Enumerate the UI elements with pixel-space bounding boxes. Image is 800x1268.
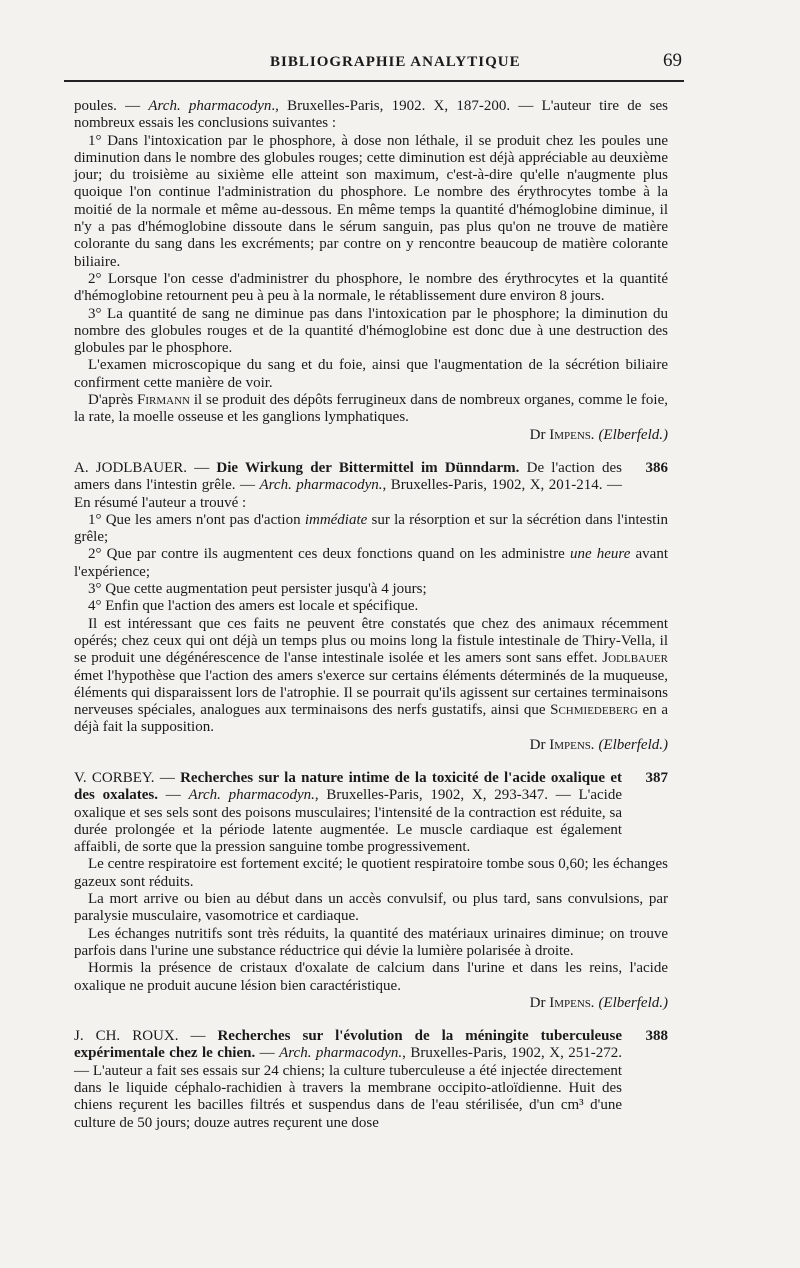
entry-title: Die Wirkung der Bittermittel im Dünndarm. bbox=[216, 459, 520, 476]
reference-text: De l'action des amers dans l'intestin grêle. — bbox=[74, 459, 622, 494]
entry-title: Recherches sur l'évolution de la méningite tuberculeuse expérimentale chez le chien. bbox=[74, 1028, 622, 1062]
entry-heading bbox=[74, 1028, 668, 1132]
text-span: en a déjà fait la supposition. bbox=[74, 702, 668, 736]
signature bbox=[74, 737, 668, 754]
reference-text: — bbox=[255, 1045, 280, 1062]
header-rule bbox=[64, 80, 684, 82]
paragraph: Les échanges nutritifs sont très réduits, la quantité des matériaux urinaires diminue; on trouve parfois dans l'urine une substance réductrice qui dévie la lumière polarisée à droite. bbox=[74, 925, 668, 959]
entry-388 bbox=[74, 1028, 668, 1132]
signature-title: Dr bbox=[529, 736, 550, 753]
author-name: Firmann bbox=[137, 392, 191, 409]
paragraph bbox=[74, 392, 668, 427]
paragraph: Hormis la présence de cristaux d'oxalate de calcium dans l'urine et dans les reins, l'acide oxalique ne produit aucune lésion bien caractéristique. bbox=[74, 960, 668, 994]
reference-text: , Bruxelles-Paris, 1902, X, 201-214. — En résumé l'auteur a trouvé : bbox=[74, 477, 623, 511]
page-header bbox=[70, 46, 682, 80]
entry-heading bbox=[74, 460, 668, 512]
text-span: sur la résorption et sur la sécrétion dans l'intestin grêle; bbox=[74, 511, 669, 546]
text-span: Il est intéressant que ces faits ne peuvent être constatés que chez des animaux récemment opérés; chez ceux qui ont déjà un temps plus ou moins long la fistule intestinale de Thiry-Vella, il se produit une dégénérescence de l'anse intestinale isolée et les amers sont sans effet. bbox=[74, 615, 668, 667]
author-name: Schmiedeberg bbox=[550, 702, 638, 719]
entry-author: V. CORBEY. — bbox=[74, 769, 181, 786]
page-number: 69 bbox=[663, 50, 682, 71]
reference-text: , Bruxelles-Paris, 1902, X, 293-347. — L'acide oxalique et ses sels sont des poisons musculaires; l'intensité de la contraction est réduite, sa durée prolongée et la période latente augmentée. Le muscle cardiaque est également affaibli, de sorte que la pression sanguine tombe progressivement. bbox=[74, 787, 623, 856]
entry-number: 387 bbox=[645, 769, 668, 786]
paragraph: La mort arrive ou bien au début dans un accès convulsif, ou plus tard, sans convulsions, par paralysie musculaire, vasomotrice et cardiaque. bbox=[74, 891, 668, 925]
signature-place: . (Elberfeld.) bbox=[590, 736, 668, 753]
paragraph bbox=[74, 546, 668, 581]
signature bbox=[74, 995, 668, 1012]
lead-text: poules. — bbox=[74, 98, 149, 114]
entry-number: 388 bbox=[645, 1028, 668, 1045]
journal-name: Arch. pharmacodyn. bbox=[279, 1045, 403, 1062]
entry-title: Recherches sur la nature intime de la toxicité de l'acide oxalique et des oxalates. bbox=[74, 769, 622, 804]
paragraph: 1° Dans l'intoxication par le phosphore, à dose non léthale, il se produit chez les poules une diminution dans le nombre des globules rouges; cette diminution est déjà appréciable au deuxième jour; du troisième au sixième elle atteint son maximum, c'est-à-dire qu'elle n'augmente plus quoique l'on continue l'administration du phosphore. Le nombre des érythrocytes tombe à la moitié de la normale et même au-dessous. En même temps la quantité d'hémoglobine diminue, il n'y a pas d'hémoglobine dissoute dans le sérum sanguin, pas plus qu'on ne trouve de matière colorante du sang dans les excréments; par contre on y rencontre beaucoup de matière colorante biliaire. bbox=[74, 132, 668, 270]
emphasis: immédiate bbox=[304, 511, 368, 528]
journal-name: Arch. pharmacodyn. bbox=[188, 787, 315, 804]
entry-heading bbox=[74, 770, 668, 856]
paragraph: 2° Lorsque l'on cesse d'administrer du phosphore, le nombre des érythrocytes et la quantité d'hémoglobine retournent peu à peu à la normale, le rétablissement dure environ 8 jours. bbox=[74, 270, 668, 305]
signature-place: . (Elberfeld.) bbox=[590, 994, 668, 1011]
text-span: il se produit des dépôts ferrugineux dans de nombreux organes, comme le foie, la rate, la moelle osseuse et les ganglions lymphatiques. bbox=[74, 392, 669, 426]
text-span: avant l'expérience; bbox=[74, 546, 668, 580]
signature bbox=[74, 427, 668, 444]
reference-text: — bbox=[158, 787, 189, 804]
journal-name: Arch. pharmacodyn bbox=[148, 98, 272, 114]
continuation-ref bbox=[74, 98, 668, 133]
paragraph: L'examen microscopique du sang et du foie, ainsi que l'augmentation de la sécrétion biliaire confirment cette manière de voir. bbox=[74, 357, 668, 391]
text-span: 2° Que par contre ils augmentent ces deux fonctions quand on les administre bbox=[88, 546, 570, 563]
signature-title: Dr bbox=[529, 426, 550, 443]
text-span: 1° Que les amers n'ont pas d'action bbox=[88, 511, 305, 528]
paragraph: 4° Enfin que l'action des amers est locale et spécifique. bbox=[88, 598, 419, 615]
signature-name: Impens bbox=[549, 426, 591, 443]
text-span: D'après bbox=[88, 392, 138, 409]
emphasis: une heure bbox=[569, 546, 631, 563]
signature-name: Impens bbox=[549, 994, 591, 1011]
signature-place: . (Elberfeld.) bbox=[590, 426, 668, 443]
entry-386 bbox=[74, 460, 668, 754]
entry-number: 386 bbox=[645, 459, 668, 476]
body-text bbox=[74, 98, 668, 1132]
paragraph: 3° Que cette augmentation peut persister jusqu'à 4 jours; bbox=[88, 581, 427, 598]
entry-author: J. CH. ROUX. — bbox=[74, 1028, 218, 1045]
paragraph: Le centre respiratoire est fortement excité; le quotient respiratoire tombe sous 0,60; les échanges gazeux sont réduits. bbox=[74, 856, 668, 890]
reference-text: ., Bruxelles-Paris, 1902. X, 187-200. — L'auteur tire de ses nombreux essais les conclusions suivantes : bbox=[74, 98, 668, 132]
paragraph bbox=[74, 616, 668, 737]
entry-387 bbox=[74, 770, 668, 1012]
running-title: BIBLIOGRAPHIE ANALYTIQUE bbox=[270, 54, 521, 70]
text-span: émet l'hypothèse que l'action des amers s'exerce sur certains éléments déterminés de la muqueuse, éléments qui disparaissent lors de l'atrophie. Il se pourrait qu'ils agissent sur certaines terminaisons nerveuses spéciales, analogues aux terminaisons des nerfs gustatifs, ainsi que bbox=[74, 667, 668, 719]
paragraph bbox=[74, 512, 668, 547]
reference-text: , Bruxelles-Paris, 1902, X, 251-272. — L'auteur a fait ses essais sur 24 chiens; la culture tuberculeuse a été injectée directement dans le liquide céphalo-rachidien à travers la membrane occipito-atloïdienne. Huit des chiens reçurent les bacilles filtrés et suspendus dans de l'eau stérilisée, d'un cm³ d'une culture de 50 jours; douze autres reçurent une dose bbox=[74, 1045, 623, 1131]
entry-author: A. JODLBAUER. — bbox=[74, 459, 217, 476]
signature-title: Dr bbox=[529, 994, 550, 1011]
journal-name: Arch. pharmacodyn. bbox=[259, 477, 383, 494]
signature-name: Impens bbox=[549, 736, 591, 753]
author-name: Jodlbauer bbox=[602, 650, 668, 667]
paragraph: 3° La quantité de sang ne diminue pas dans l'intoxication par le phosphore; la diminution du nombre des globules rouges et de la quantité d'hémoglobine est donc due à une destruction des globules par le phosphore. bbox=[74, 305, 668, 357]
